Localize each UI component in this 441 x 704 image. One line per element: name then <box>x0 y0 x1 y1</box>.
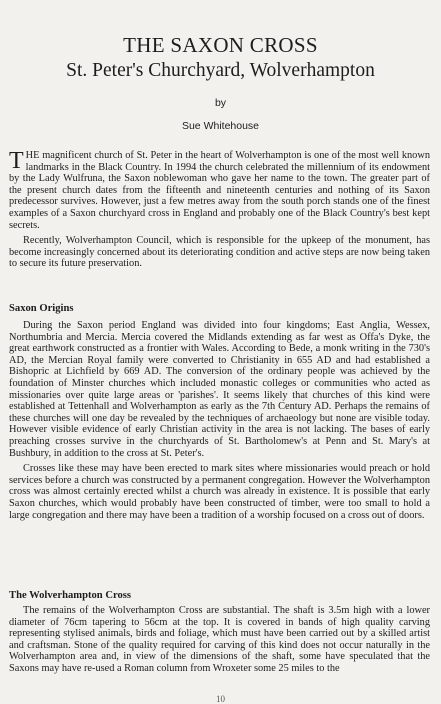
saxon-origins-paragraph-2: Crosses like these may have been erected to mark sites where missionaries would preach or hold services before a church was constructed by a permanent congregation. However the Wolverhampton cross was almost certainly erected whilst a church was already in existence. It is possible that early Saxon churches, which would probably have been constructed of timber, were too small to hold a large congregation and there may have been a tradition of a worship focused on a cross out of doors. <box>9 463 430 521</box>
intro-paragraph-1: THE magnificent church of St. Peter in the heart of Wolverhampton is one of the most well known landmarks in the Black Country. In 1994 the church celebrated the millennium of its endowment by the Lady Wulfruna, the Saxon noblewoman who gave her name to the town. The greater part of the present church dates from the fifteenth and nineteenth centuries and nothing of its Saxon predecessor survives. However, just a few metres away from the south porch stands one of the finest examples of a Saxon churchyard cross in England and probably one of the Black Country's best kept secrets. <box>9 148 430 231</box>
section-heading-wolverhampton-cross: The Wolverhampton Cross <box>9 590 132 601</box>
intro-paragraph-2: Recently, Wolverhampton Council, which is responsible for the upkeep of the monument, has become increasingly concerned about its deteriorating condition and active steps are now being taken to secure its future preservation. <box>9 235 430 270</box>
wolverhampton-cross-text <box>9 605 430 679</box>
saxon-origins-paragraph-1: During the Saxon period England was divided into four kingdoms; East Anglia, Wessex, Northumbria and Mercia. Mercia covered the Midlands extending as far west as Offa's Dyke, the great earthwork constructed as a frontier with Wales. According to Bede, a monk writing in the 730's AD, the Mercian Royal family were converted to Christianity in 655 AD and had established a Bishopric at Lichfield by 669 AD. The conversion of the ordinary people was achieved by the foundation of Minster churches which included monastic colleges or communities who acted as missionaries over quite large areas or 'parishes'. It seems likely that churches of this kind were established at Tettenhall and Wolverhampton as early as the 7th Century AD. Perhaps the remains of these churches will one day be revealed by the techniques of archaeology but none are visible today. However visible evidence of early Christian activity in the area is not lacking. The bases of early preaching crosses survive in the churchyards of St. Bartholomew's at Penn and St. Mary's at Bushbury, in addition to the cross at St. Peter's. <box>9 320 430 459</box>
saxon-origins-text <box>9 320 430 525</box>
section-heading-saxon-origins: Saxon Origins <box>9 303 74 314</box>
author-name: Sue Whitehouse <box>181 120 260 132</box>
article-title: THE SAXON CROSS <box>123 33 318 57</box>
drop-cap: T <box>9 148 24 174</box>
wolverhampton-cross-paragraph-1: The remains of the Wolverhampton Cross are substantial. The shaft is 3.5m high with a lower diameter of 76cm tapering to 56cm at the top. It is covered in bands of high quality carving representing stylised animals, birds and foliage, which must have been carried out by a skilled artist and craftsman. Stone of the quality required for carving of this kind does not occur naturally in the Wolverhampton area and, in view of the dimensions of the shaft, some have speculated that the Saxons may have re-used a Roman column from Wroxeter some 25 miles to the <box>9 605 430 674</box>
byline-by: by <box>214 97 227 109</box>
article-subtitle: St. Peter's Churchyard, Wolverhampton <box>66 60 375 81</box>
intro-text <box>9 150 430 274</box>
page-number: 10 <box>216 694 225 704</box>
